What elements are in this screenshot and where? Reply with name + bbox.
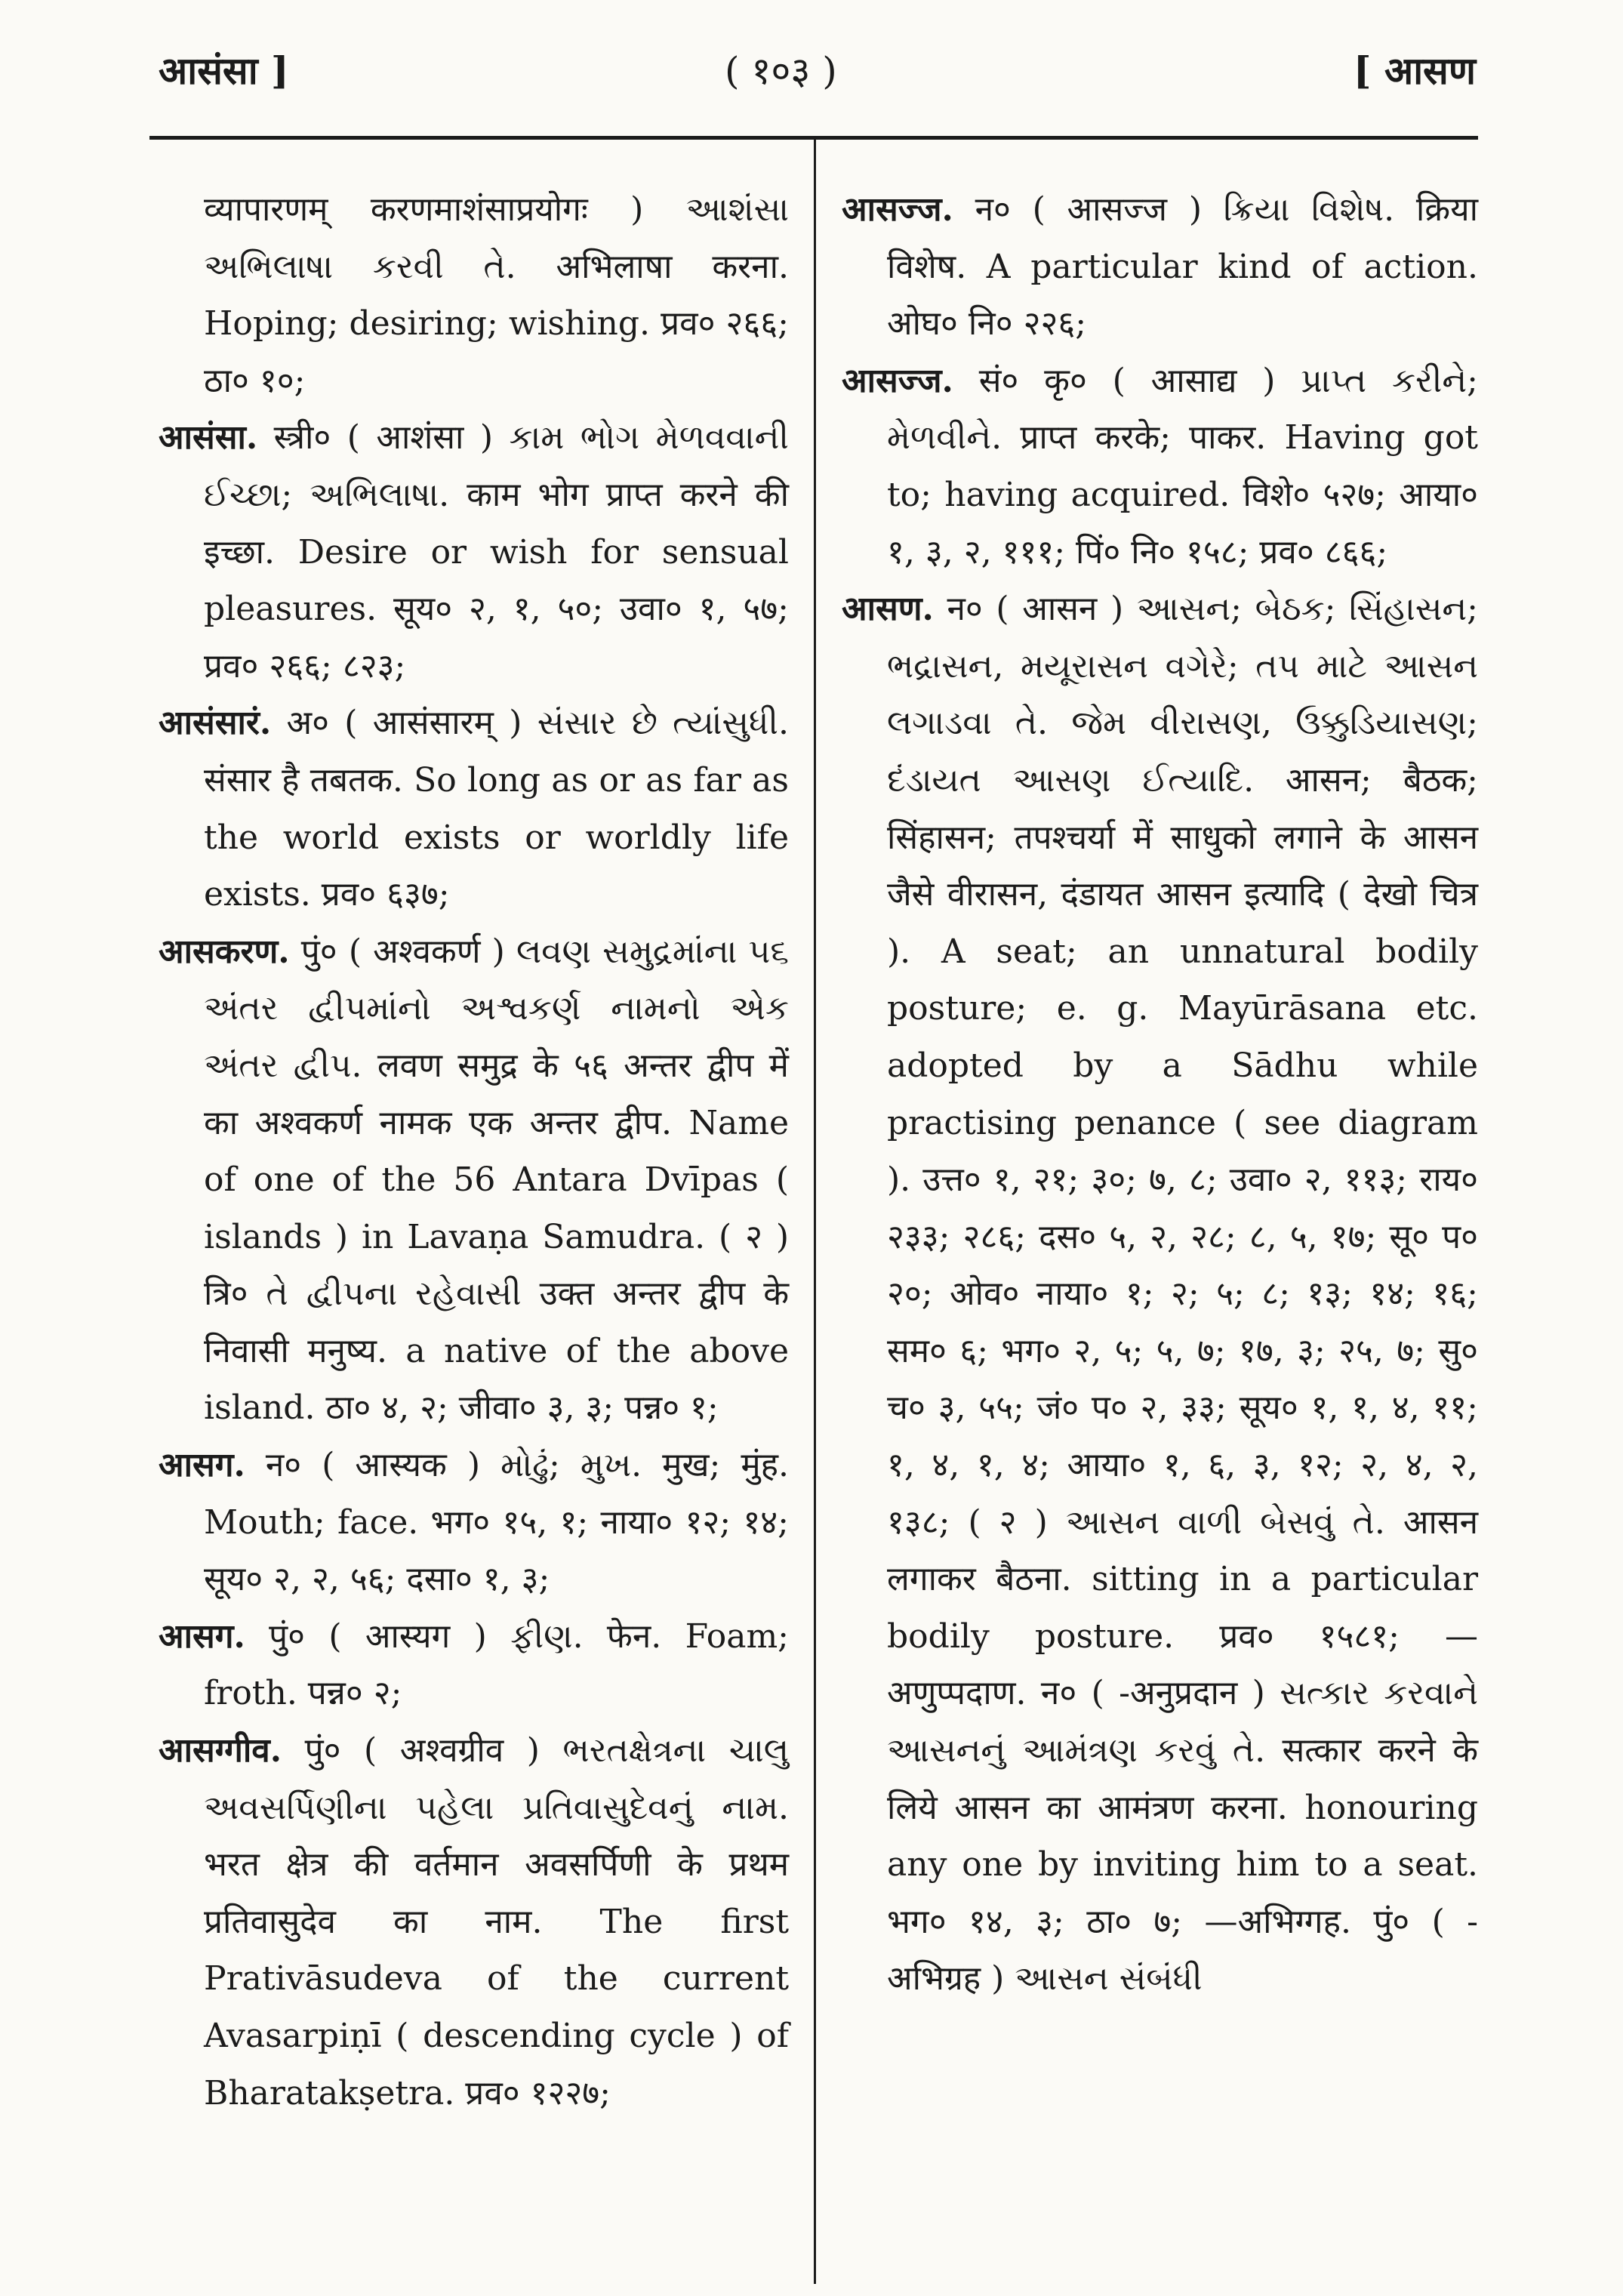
entry-headword: आसग्गीव.: [159, 1731, 282, 1771]
entry-text: पुं० ( अश्वग्रीव ) ભરતક્ષેત્રના ચાલુ અવસર્પિણીના પહેલા પ્રતિવાસુદેવનું નામ. भरत क्षेत्र की वर्तमान अवसर्पिणी के प्रथम प्रतिवासुदेव का नाम. The first Prativāsudeva of the current Avasarpiṇī ( descending cycle ) of Bharatakṣetra. प्रव० १२२७;: [204, 1731, 789, 2113]
dictionary-entry: [842, 353, 1478, 581]
dictionary-entry: [159, 695, 789, 923]
entry-headword: आसज्ज.: [842, 361, 953, 400]
entry-headword: आसकरण.: [159, 932, 290, 971]
entry-text: पुं० ( आस्यग ) ફીણ. फेन. Foam; froth. पन्न० २;: [204, 1616, 789, 1713]
entry-text: अ० ( आसंसारम् ) સંસાર છે ત્યાંસુધી. संसार है तबतक. So long as or as far as the world exists or worldly life exists. प्रव० ६३७;: [204, 704, 789, 914]
dictionary-entry: [842, 581, 1478, 2008]
entry-text: पुं० ( अश्वकर्ण ) લવણ સમુદ્રમાંના ૫૬ અંતર દ્વીપમાંનો અશ્વકર્ણ નામનો એક અંતર દ્વીપ. लवण समुद्र के ५६ अन्तर द्वीप में का अश्वकर्ण नामक एक अन्तर द्वीप. Name of one of the 56 Antara Dvīpas ( islands ) in Lavaṇa Samudra. ( २ ) त्रि० તે દ્વીપના રહેવાસી उक्त अन्तर द्वीप के निवासी मनुष्य. a native of the above island. ठा० ४, २; जीवा० ३, ३; पन्न० १;: [204, 932, 789, 1428]
dictionary-entry: [159, 409, 789, 695]
entry-headword: आसग.: [159, 1616, 245, 1656]
entry-headword: आसंसारं.: [159, 704, 272, 743]
entry-text: न० ( आसज्ज ) ક્રિયા વિશેષ. क्रिया विशेष. A particular kind of action. ओघ० नि० २२६;: [887, 190, 1478, 344]
dictionary-entry: [159, 181, 789, 409]
header-right-guideword: [ आसण: [1353, 48, 1476, 93]
entry-headword: आसज्ज.: [842, 190, 953, 229]
entry-text: स्त्री० ( आशंसा ) કામ ભોગ મેળવવાની ઈચ્છા; અભિલાષા. काम भोग प्राप्त करने की इच्छा. Desire or wish for sensual pleasures. सूय० २, १, ५०; उवा० १, ५७; प्रव० २६६; ८२३;: [204, 418, 789, 686]
entry-headword: आसण.: [842, 590, 934, 629]
dictionary-entry: [842, 181, 1478, 353]
entry-headword: आसंसा.: [159, 418, 258, 458]
dictionary-entry: [159, 923, 789, 1437]
entry-text: न० ( आस्यक ) મોઢું; મુખ. मुख; मुंह. Mouth; face. भग० १५, १; नाया० १२; १४; सूय० २, २, ५६; दसा० १, ३;: [204, 1446, 789, 1599]
right-column: [842, 181, 1478, 2008]
left-column: [159, 181, 789, 2122]
column-divider: [814, 140, 816, 2284]
entry-text: न० ( आसन ) આસન; બેઠક; સિંહાસન; ભદ્રાસન, મયૂરાસન વગેરે; તપ માટે આસન લગાડવા તે. જેમ વીરાસણ, ઉક્કુડિયાસણ; દંડાયત આસણ ઈત્યાદિ. आसन; बैठक; सिंहासन; तपश्चर्या में साधुको लगाने के आसन जैसे वीरासन, दंडायत आसन इत्यादि ( देखो चित्र ). A seat; an unnatural bodily posture; e. g. Mayūrāsana etc. adopted by a Sādhu while practising penance ( see diagram ). उत्त० १, २१; ३०; ७, ८; उवा० २, ११३; राय० २३३; २८६; दस० ५, २, २८; ८, ५, १७; सू० प० २०; ओव० नाया० १; २; ५; ८; १३; १४; १६; सम० ६; भग० २, ५; ५, ७; १७, ३; २५, ७; सु० च० ३, ५५; जं० प० २, ३३; सूय० १, १, ४, ११; १, ४, १, ४; आया० १, ६, ३, १२; २, ४, २, १३८; ( २ ) આસન વાળી બેસવું તે. आसन लगाकर बैठना. sitting in a particular bodily posture. प्रव० १५८१; —अणुप्पदाण. न० ( -अनुप्रदान ) સત્કાર કરવાને આસનનું આમંત્રણ કરવું તે. सत्कार करने के लिये आसन का आमंत्रण करना. honouring any one by inviting him to a seat. भग० १४, ३; ठा० ७; —अभिग्गह. पुं० ( -अभिग्रह ) આસન સંબંધી: [887, 590, 1479, 1999]
header-left-guideword: आसंसा ]: [159, 48, 289, 93]
entry-text: सं० कृ० ( आसाद्य ) પ્રાપ્ત કરીને; મેળવીને. प्राप्त करके; पाकर. Having got to; having acquired. विशे० ५२७; आया० १, ३, २, १११; पिं० नि० १५८; प्रव० ८६६;: [887, 361, 1478, 572]
dictionary-entry: [159, 1608, 789, 1722]
entry-text: व्यापारणम् करणमाशंसाप्रयोगः ) આશંસા અભિલાષા કરવી તે. अभिलाषा करना. Hoping; desiring; wishing. प्रव० २६६; ठा० १०;: [204, 190, 789, 400]
entry-headword: आसग.: [159, 1446, 245, 1485]
dictionary-entry: [159, 1722, 789, 2122]
page-number: ( १०३ ): [725, 49, 837, 93]
dictionary-entry: [159, 1437, 789, 1608]
